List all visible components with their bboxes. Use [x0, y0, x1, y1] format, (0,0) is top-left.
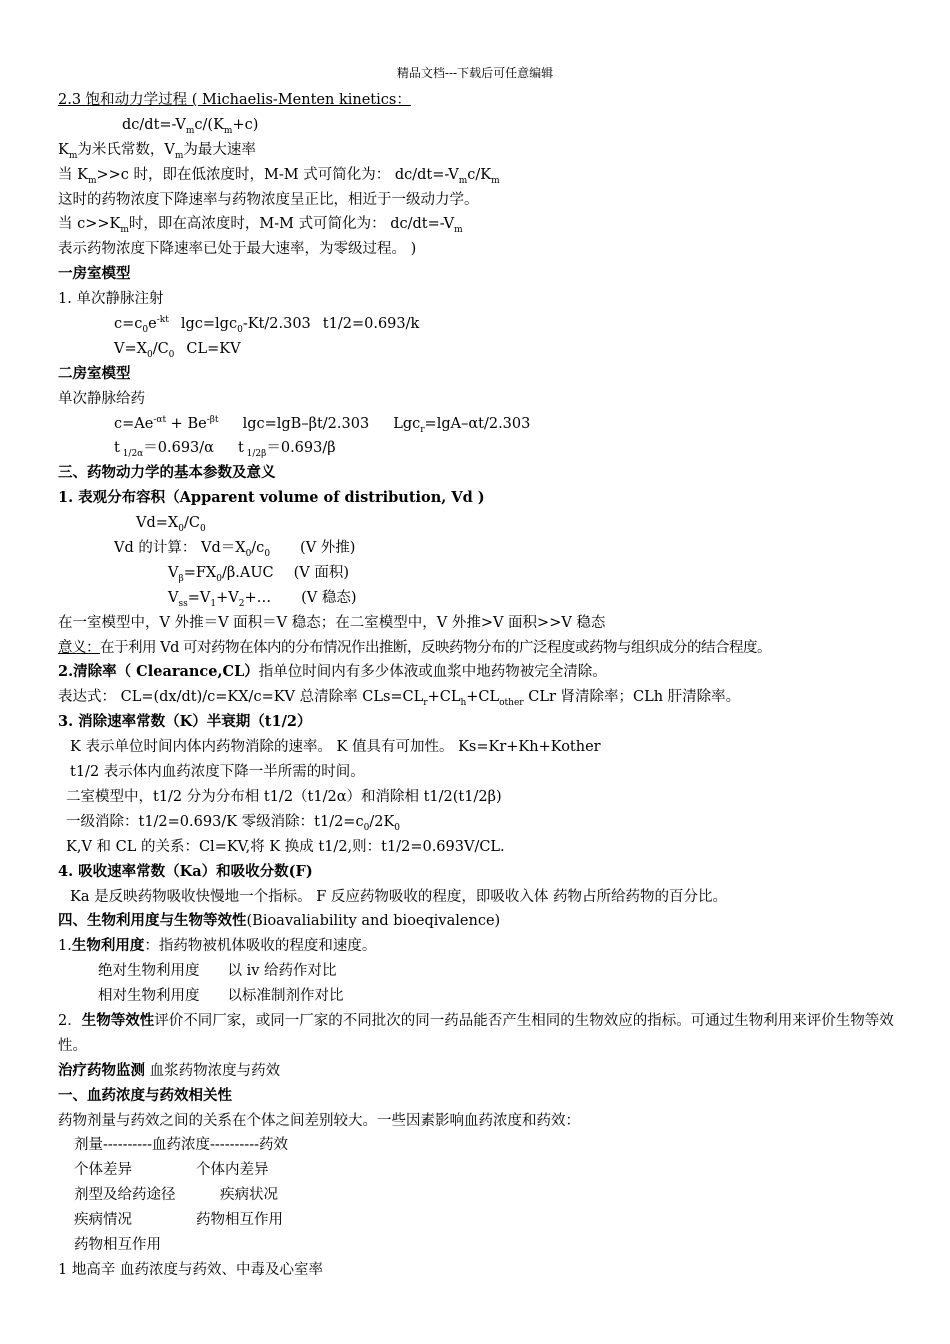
k-definition: K 表示单位时间内体内药物消除的速率。 K 值具有可加性。 Ks=Kr+Kh+Kother	[70, 739, 601, 756]
params-heading: 三、药物动力学的基本参数及意义	[58, 464, 276, 482]
t-half-definition: t1/2 表示体内血药浓度下降一半所需的时间。	[70, 764, 365, 781]
factor-row-3: 疾病情况 药物相互作用	[74, 1212, 283, 1229]
one-comp-formula-2: $V=X_0/C_0$ CL=KV	[114, 340, 241, 360]
cl-expression: 表达式： CL=(dx/dt)/c=KX/c=KV 总清除率 $CLs=CL_r+CL_h+CL_{other}$ CLr 肾清除率；CLh 肝清除率。	[58, 689, 741, 709]
v-ss-formula: $V_{ss}=V_1+V_2+\dots$ (V 稳态)	[168, 589, 357, 609]
vd-title: 1. 表观分布容积（Apparent volume of distribution, Vd )	[58, 489, 485, 507]
document-body	[58, 88, 918, 1283]
tdm-chain: 剂量----------血药浓度----------药效	[74, 1137, 288, 1154]
tdm-sub-heading: 一、血药浓度与药效相关性	[58, 1086, 232, 1104]
mm-zero-order: 表示药物浓度下降速率已处于最大速率，为零级过程。 )	[58, 241, 417, 258]
vd-calc: Vd 的计算： $Vd=X_0/c_0$ (V 外推)	[114, 540, 356, 559]
ba-definition: 1.生物利用度：指药物被机体吸收的程度和速度。	[58, 937, 377, 955]
ka-definition: Ka 是反映药物吸收快慢地一个指标。 F 反应药物吸收的程度，即吸收入体 药物占所给药物的百分比。	[70, 888, 727, 905]
one-comp-formula-1: $c=c_0e^{-kt}$ lgc=lgc$_0$-Kt/2.303 t1/2=0.693/k	[114, 315, 420, 335]
page-header: 精品文档---下载后可任意编辑	[396, 66, 554, 80]
elimination-orders: 一级消除：t1/2=0.693/K 零级消除：$t1/2=c_0/2K_0$	[66, 813, 401, 833]
mm-title: 2.3 饱和动力学过程 ( Michaelis-Menten kinetics：	[58, 92, 411, 108]
k-v-cl-relation: K,V 和 CL 的关系：Cl=KV,将 K 换成 t1/2,则：t1/2=0.693V/CL.	[66, 838, 505, 855]
two-comp-heading: 二房室模型	[58, 364, 131, 382]
two-comp-item: 单次静脉给药	[58, 390, 145, 407]
ka-title: 4. 吸收速率常数（Ka）和吸收分数(F)	[58, 862, 313, 880]
factor-row-4: 药物相互作用	[74, 1237, 161, 1253]
mm-km-definition: $K_m$为米氏常数，$V_m$为最大速率	[58, 141, 256, 161]
factor-row-1: 个体差异 个体内差异	[74, 1162, 269, 1179]
digoxin-line: 1 地高辛 血药浓度与药效、中毒及心室率	[58, 1261, 323, 1278]
mm-high-concentration: 当 $c>>K_m$时，即在高浓度时，M-M 式可简化为： $dc/dt=-V_m$	[58, 216, 463, 236]
tdm-intro: 药物剂量与药效之间的关系在个体之间差别较大。一些因素影响血药浓度和药效：	[58, 1112, 580, 1129]
two-comp-formula-1: $c=Ae^{-\alpha t} + Be^{-\beta t}$ lgc=lgB–βt/2.303 Lgc$_r$=lgA–αt/2.303	[114, 414, 531, 435]
two-comp-t-half: 二室模型中，t1/2 分为分布相 t1/2（t1/2α）和消除相 t1/2(t1/2β)	[66, 788, 502, 805]
mm-first-order: 这时的药物浓度下降速率与药物浓度呈正比，相近于一级动力学。	[58, 191, 479, 208]
absolute-ba: 绝对生物利用度 以 iv 给药作对比	[98, 963, 337, 980]
one-comp-heading: 一房室模型	[58, 265, 131, 283]
relative-ba: 相对生物利用度 以标准制剂作对比	[98, 988, 344, 1005]
be-definition: 2．生物等效性评价不同厂家，或同一厂家的不同批次的同一药品能否产生相同的生物效应的指标。可通过生物利用来评价生物等效性。	[58, 1011, 894, 1054]
cl-title: 2.清除率（ Clearance,CL）指单位时间内有多少体液或血浆中地药物被完全清除。	[58, 663, 607, 681]
mm-equation: $dc/dt=-V_mc/(K_m+c)$	[122, 116, 259, 136]
v-beta-formula: $V_\beta=FX_0/\beta.AUC$ (V 面积)	[168, 564, 350, 584]
mm-low-concentration: 当 $K_m>>c$ 时，即在低浓度时，M-M 式可简化为： $dc/dt=-V_mc/K_m$	[58, 166, 500, 186]
two-comp-formula-2: t $_{1/2\alpha}$＝0.693/α t $_{1/2\beta}$＝0.693/β	[114, 440, 336, 460]
v-compare: 在一室模型中，V 外推＝V 面积＝V 稳态；在二室模型中，V 外推>V 面积>>V 稳态	[58, 614, 606, 631]
k-title: 3. 消除速率常数（K）半衰期（t1/2）	[58, 713, 312, 731]
vd-formula: $Vd=X_0/C_0$	[136, 515, 206, 535]
factor-row-2: 剂型及给药途径 疾病状况	[74, 1187, 278, 1204]
vd-meaning: 意义：在于利用 Vd 可对药物在体内的分布情况作出推断，反映药物分布的广泛程度或药物与组织成分的结合程度。	[58, 639, 771, 656]
tdm-heading: 治疗药物监测 血浆药物浓度与药效	[58, 1061, 281, 1079]
bio-heading: 四、生物利用度与生物等效性(Bioavaliability and bioeqivalence)	[58, 912, 501, 930]
one-comp-item: 1. 单次静脉注射	[58, 291, 164, 308]
